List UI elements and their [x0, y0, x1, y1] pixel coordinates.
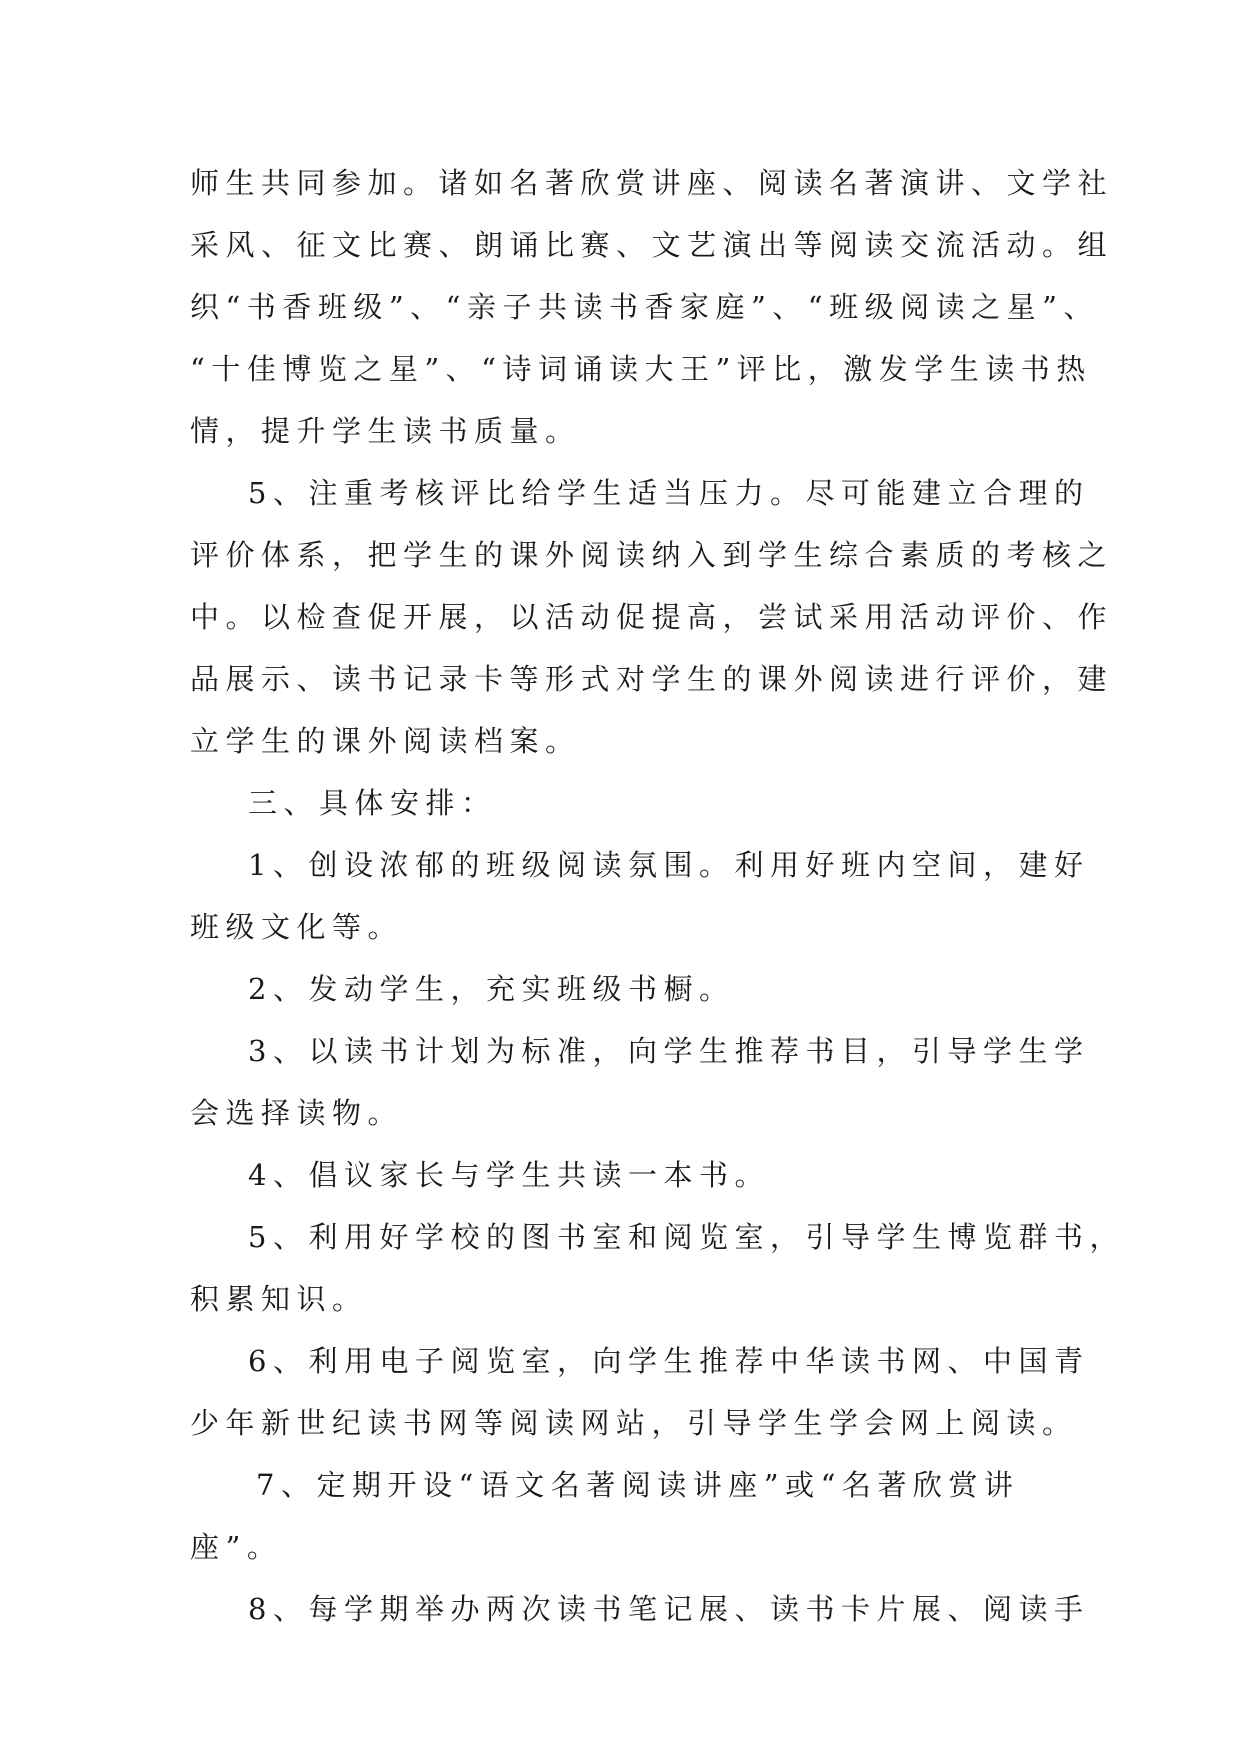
text-line: 班级文化等。 — [190, 910, 404, 944]
list-item-7: 7、定期开设“语文名著阅读讲座”或“名著欣赏讲 — [256, 1468, 1020, 1502]
list-item-2: 2、发动学生，充实班级书橱。 — [248, 972, 735, 1006]
paragraph-item-5: 5、注重考核评比给学生适当压力。尽可能建立合理的 — [248, 476, 1090, 510]
text-line: 座”。 — [190, 1530, 283, 1564]
list-item-6: 6、利用电子阅览室，向学生推荐中华读书网、中国青 — [248, 1344, 1090, 1378]
list-item-8: 8、每学期举办两次读书笔记展、读书卡片展、阅读手 — [248, 1592, 1090, 1626]
text-line: “十佳博览之星”、“诗词诵读大王”评比，激发学生读书热 — [190, 352, 1092, 386]
list-item-3: 3、以读书计划为标准，向学生推荐书目，引导学生学 — [248, 1034, 1090, 1068]
text-line: 立学生的课外阅读档案。 — [190, 724, 581, 758]
list-item-4: 4、倡议家长与学生共读一本书。 — [248, 1158, 770, 1192]
list-item-1: 1、创设浓郁的班级阅读氛围。利用好班内空间，建好 — [248, 848, 1090, 882]
text-line: 采风、征文比赛、朗诵比赛、文艺演出等阅读交流活动。组 — [190, 228, 1114, 262]
text-line: 织“书香班级”、“亲子共读书香家庭”、“班级阅读之星”、 — [190, 290, 1099, 324]
text-line: 中。以检查促开展，以活动促提高，尝试采用活动评价、作 — [190, 600, 1114, 634]
section-heading: 三、具体安排： — [248, 786, 497, 820]
text-line: 少年新世纪读书网等阅读网站，引导学生学会网上阅读。 — [190, 1406, 1078, 1440]
text-line: 情，提升学生读书质量。 — [190, 414, 581, 448]
list-item-5: 5、利用好学校的图书室和阅览室，引导学生博览群书， — [248, 1220, 1125, 1254]
text-line: 评价体系，把学生的课外阅读纳入到学生综合素质的考核之 — [190, 538, 1114, 572]
body-text — [190, 152, 1125, 1640]
text-line: 师生共同参加。诸如名著欣赏讲座、阅读名著演讲、文学社 — [190, 166, 1114, 200]
text-line: 会选择读物。 — [190, 1096, 404, 1130]
text-line: 积累知识。 — [190, 1282, 368, 1316]
text-line: 品展示、读书记录卡等形式对学生的课外阅读进行评价，建 — [190, 662, 1114, 696]
